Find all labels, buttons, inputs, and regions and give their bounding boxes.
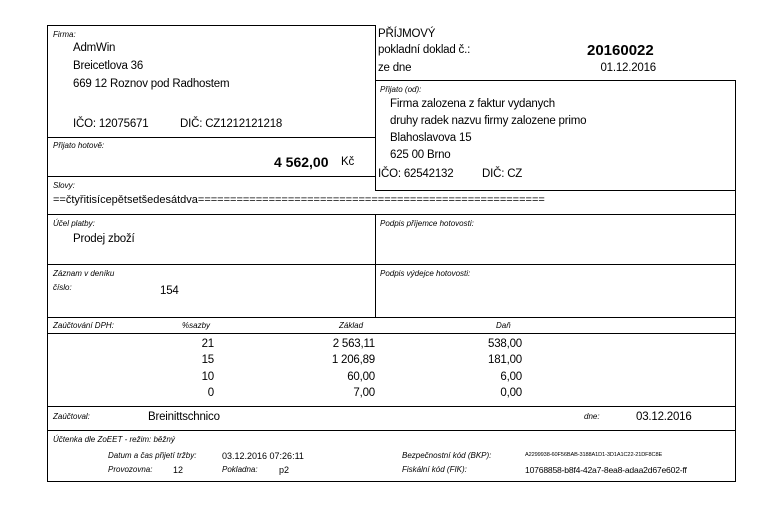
eet-bkp: A2299938-60F56BAB-3188A1D1-3D1A1C22-21DF8C8E xyxy=(525,452,663,458)
dph-col-dan: Daň xyxy=(496,321,511,330)
dph-row-dan: 538,00 xyxy=(488,338,522,350)
eet-pokladna-label: Pokladna: xyxy=(222,465,258,474)
zauctoval-date: 03.12.2016 xyxy=(636,411,692,423)
divider-hotove-slovy xyxy=(47,176,375,177)
doc-type: PŘÍJMOVÝ xyxy=(378,28,436,40)
hotove-label: Přijato hotově: xyxy=(53,141,105,150)
frame-right-line xyxy=(735,80,736,481)
eet-provozovna: 12 xyxy=(173,465,184,475)
dph-row-sazba: 0 xyxy=(207,387,214,399)
divider-prijato-slovy xyxy=(375,190,736,191)
doc-date-label: ze dne xyxy=(378,62,412,74)
dph-row-dan: 0,00 xyxy=(500,387,522,399)
dph-row-sazba: 21 xyxy=(201,338,214,350)
firma-name: AdmWin xyxy=(73,42,116,54)
frame-top-line xyxy=(47,25,375,26)
prijato-od-street: Blahoslavova 15 xyxy=(390,132,472,144)
slovy-label: Slovy: xyxy=(53,181,75,190)
eet-bkp-label: Bezpečnostní kód (BKP): xyxy=(402,451,492,460)
divider-dph-header xyxy=(47,333,736,334)
dph-row-zaklad: 7,00 xyxy=(353,387,375,399)
prijato-od-label: Přijato (od): xyxy=(380,85,422,94)
firma-ico: IČO: 12075671 xyxy=(73,118,149,130)
prijato-od-ico: IČO: 62542132 xyxy=(378,168,454,180)
dph-row-zaklad: 2 563,11 xyxy=(332,338,375,350)
dph-row-zaklad: 1 206,89 xyxy=(331,354,375,366)
divider-signature-column xyxy=(375,214,376,317)
ucel-text: Prodej zboží xyxy=(73,233,135,245)
frame-left-line xyxy=(47,25,48,481)
dph-col-sazba: %sazby xyxy=(182,321,211,330)
divider-zauctoval-eet xyxy=(47,430,736,431)
firma-dic: DIČ: CZ1212121218 xyxy=(180,118,283,130)
eet-fik: 10768858-b8f4-42a7-8ea8-adaa2d67e602-ff xyxy=(525,465,687,475)
frame-bottom-line xyxy=(47,481,736,482)
eet-datum-label: Datum a čas přijetí tržby: xyxy=(108,451,197,460)
firma-city: 669 12 Roznov pod Radhostem xyxy=(73,78,230,90)
dph-row-dan: 6,00 xyxy=(500,371,522,383)
divider-ucel-zaznam xyxy=(47,264,736,265)
dph-row-zaklad: 60,00 xyxy=(347,371,375,383)
doc-number: 20160022 xyxy=(587,42,654,59)
dph-col-zaklad: Základ xyxy=(339,321,364,330)
zauctoval-label: Zaúčtoval: xyxy=(53,412,90,421)
divider-zaznam-dph xyxy=(47,317,736,318)
prijato-od-dic: DIČ: CZ xyxy=(482,168,523,180)
slovy-text: ==čtyřitisícepětsetšedesátdva====================================================== xyxy=(53,194,545,206)
divider-dph-zauctoval xyxy=(47,406,736,407)
frame-top-right-line xyxy=(375,80,736,81)
zaznam-label2: číslo: xyxy=(53,283,72,292)
doc-date: 01.12.2016 xyxy=(600,62,656,74)
dph-label: Zaúčtování DPH: xyxy=(53,321,114,330)
divider-firma-hotove xyxy=(47,137,375,138)
dph-row-dan: 181,00 xyxy=(488,354,522,366)
podpis-prijemce-label: Podpis příjemce hotovosti: xyxy=(380,219,474,228)
firma-label: Firma: xyxy=(53,30,76,39)
eet-datum: 03.12.2016 07:26:11 xyxy=(222,451,304,461)
dph-row-sazba: 10 xyxy=(201,371,214,383)
frame-middle-line xyxy=(375,25,376,190)
zaznam-value: 154 xyxy=(160,285,179,297)
prijato-od-line1: Firma zalozena z faktur vydanych xyxy=(390,98,555,110)
zauctoval-name: Breinittschnico xyxy=(148,411,220,423)
hotove-currency: Kč xyxy=(341,156,355,168)
eet-title: Účtenka dle ZoEET - režim: běžný xyxy=(53,435,175,444)
zaznam-label1: Záznam v deníku xyxy=(53,269,115,278)
zauctoval-date-label: dne: xyxy=(584,412,600,421)
firma-street: Breicetlova 36 xyxy=(73,60,144,72)
divider-slovy-ucel xyxy=(47,214,736,215)
hotove-amount: 4 562,00 xyxy=(274,154,329,170)
eet-provozovna-label: Provozovna: xyxy=(108,465,153,474)
doc-number-label: pokladní doklad č.: xyxy=(378,44,471,56)
dph-row-sazba: 15 xyxy=(201,354,214,366)
ucel-label: Účel platby: xyxy=(53,219,95,228)
eet-fik-label: Fiskální kód (FIK): xyxy=(402,465,467,474)
prijato-od-line2: druhy radek nazvu firmy zalozene primo xyxy=(390,115,587,127)
prijato-od-city: 625 00 Brno xyxy=(390,149,451,161)
podpis-vydejce-label: Podpis výdejce hotovosti: xyxy=(380,269,471,278)
eet-pokladna: p2 xyxy=(279,465,290,475)
